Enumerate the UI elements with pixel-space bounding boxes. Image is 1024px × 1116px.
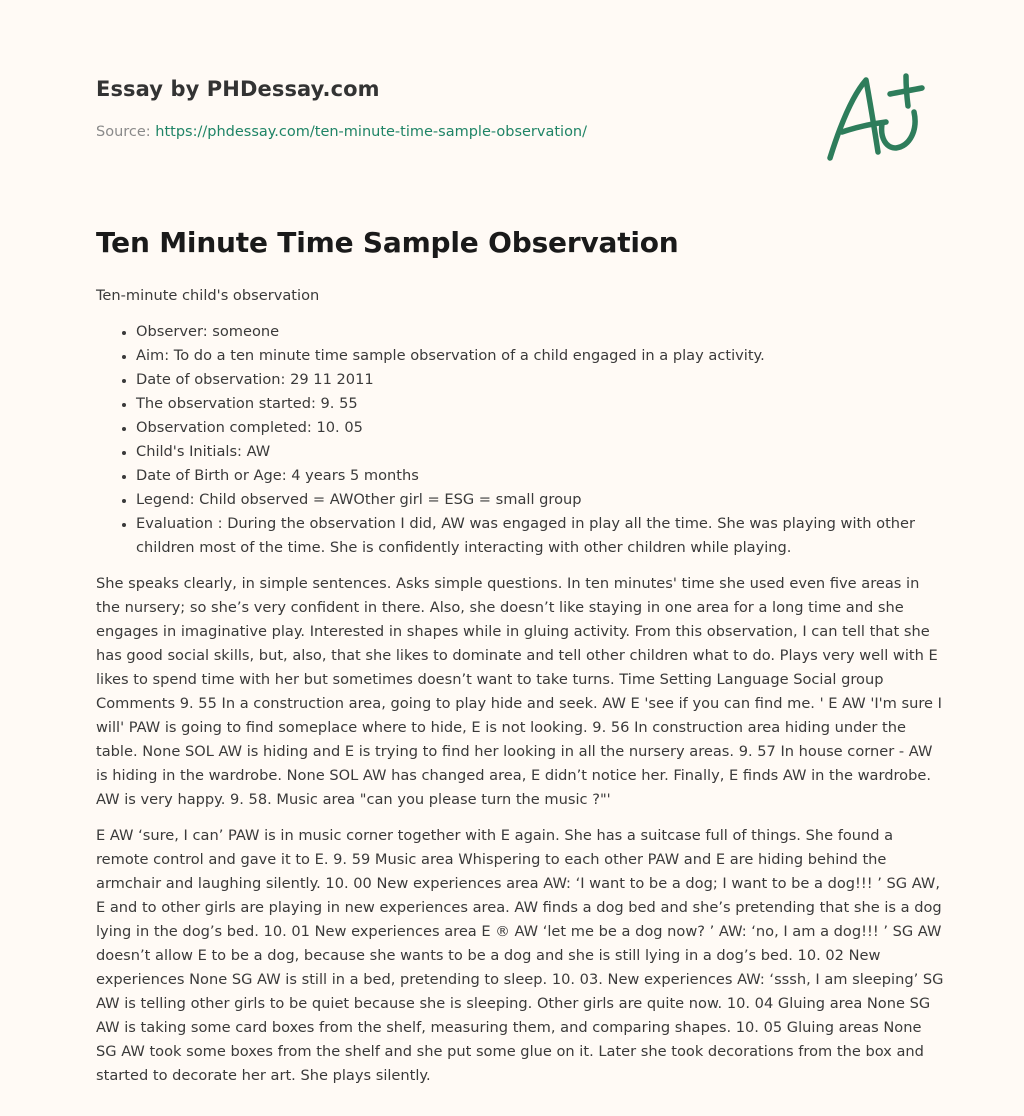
source-label: Source: xyxy=(96,124,156,140)
detail-legend: • Legend: Child observed = AWOther girl = ESG = small group xyxy=(136,488,946,512)
detail-end-time: • Observation completed: 10. 05 xyxy=(136,416,946,440)
a-plus-grade-icon xyxy=(820,66,930,166)
detail-initials: • Child's Initials: AW xyxy=(136,440,946,464)
source-link[interactable]: https://phdessay.com/ten-minute-time-sample-observation/ xyxy=(155,124,588,140)
detail-start-time: • The observation started: 9. 55 xyxy=(136,392,946,416)
source-line xyxy=(96,124,587,140)
detail-aim: • Aim: To do a ten minute time sample observation of a child engaged in a play activity. xyxy=(136,344,946,368)
detail-age: • Date of Birth or Age: 4 years 5 months xyxy=(136,464,946,488)
brand-title: Essay by PHDessay.com xyxy=(96,77,380,101)
detail-date: • Date of observation: 29 11 2011 xyxy=(136,368,946,392)
article-intro: Ten-minute child's observation xyxy=(96,287,320,304)
article-body xyxy=(96,284,946,1100)
body-paragraph: She speaks clearly, in simple sentences. Asks simple questions. In ten minutes' time she used even five areas in the nursery; so she’s very confident in there. Also, she doesn’t like staying in one area for a long time and she engages in imaginative play. Interested in shapes while in gluing activity. From this observation, I can tell that she has good social skills, but, also, that she likes to dominate and tell other children what to do. Plays very well with E likes to spend time with her but sometimes doesn’t want to take turns. Time Setting Language Social group Comments 9. 55 In a construction area, going to play hide and seek. AW E 'see if you can find me. ' E AW 'I'm sure I will' PAW is going to find someplace where to hide, E is not looking. 9. 56 In construction area hiding under the table. None SOL AW is hiding and E is trying to find her looking in all the nursery areas. 9. 57 In house corner - AW is hiding in the wardrobe. None SOL AW has changed area, E didn’t notice her. Finally, E finds AW in the wardrobe. AW is very happy. 9. 58. Music area "can you please turn the music ?"' xyxy=(96,575,942,808)
detail-evaluation: • Evaluation : During the observation I did, AW was engaged in play all the time. She was playing with other children most of the time. She is confidently interacting with other children while playing. xyxy=(136,512,946,560)
detail-observer: • Observer: someone xyxy=(136,320,946,344)
observation-details-list xyxy=(96,320,946,560)
page-header xyxy=(0,0,1024,200)
body-paragraph: E AW ‘sure, I can’ PAW is in music corner together with E again. She has a suitcase full of things. She found a remote control and gave it to E. 9. 59 Music area Whispering to each other PAW and E are hiding behind the armchair and laughing silently. 10. 00 New experiences area AW: ‘I want to be a dog; I want to be a dog!!! ’ SG AW, E and to other girls are playing in new experiences area. AW finds a dog bed and she’s pretending that she is a dog lying in the dog’s bed. 10. 01 New experiences area E ® AW ‘let me be a dog now? ’ AW: ‘no, I am a dog!!! ’ SG AW doesn’t allow E to be a dog, because she wants to be a dog and she is still lying in a dog’s bed. 10. 02 New experiences None SG AW is still in a bed, pretending to sleep. 10. 03. New experiences AW: ‘sssh, I am sleeping’ SG AW is telling other girls to be quiet because she is sleeping. Other girls are quite now. 10. 04 Gluing area None SG AW is taking some card boxes from the shelf, measuring them, and comparing shapes. 10. 05 Gluing areas None SG AW took some boxes from the shelf and she put some glue on it. Later she took decorations from the box and started to decorate her art. She plays silently. xyxy=(96,827,944,1084)
article-title: Ten Minute Time Sample Observation xyxy=(96,226,679,259)
